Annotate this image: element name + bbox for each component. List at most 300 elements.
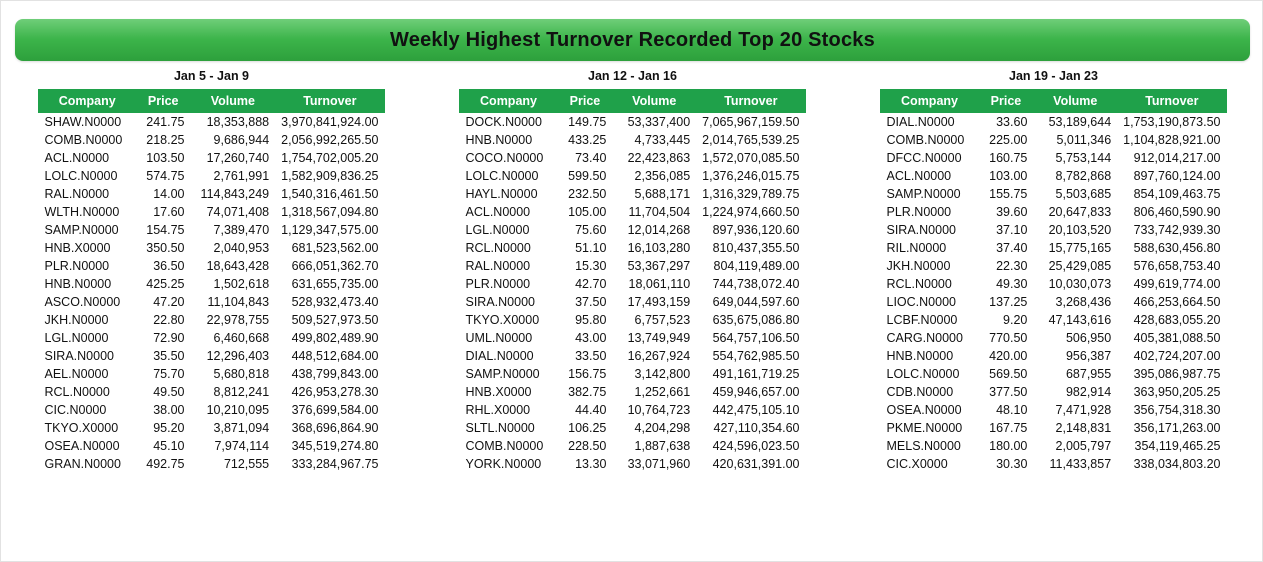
table-row	[460, 131, 806, 149]
cell-turnover: 345,519,274.80	[291, 439, 379, 453]
cell-price: 22.30	[996, 259, 1028, 273]
cell-price: 75.60	[575, 223, 607, 237]
cell-volume: 3,268,436	[1055, 295, 1112, 309]
cell-volume: 7,974,114	[214, 439, 270, 453]
cell-company: COCO.N0000	[465, 151, 544, 165]
table-row	[460, 329, 806, 347]
table-body-week-2	[460, 113, 806, 474]
cell-price: 106.25	[568, 421, 607, 435]
cell-turnover: 1,224,974,660.50	[702, 205, 800, 219]
cell-price: 42.70	[575, 277, 607, 291]
cell-company: MELS.N0000	[886, 439, 961, 453]
cell-price: 492.75	[146, 457, 185, 471]
cell-volume: 1,887,638	[634, 439, 691, 453]
cell-turnover: 448,512,684.00	[291, 349, 379, 363]
column-header-volume[interactable]: Volume	[612, 90, 696, 113]
cell-turnover: 356,754,318.30	[1133, 403, 1221, 417]
cell-price: 73.40	[575, 151, 607, 165]
cell-volume: 2,148,831	[1055, 421, 1112, 435]
cell-volume: 8,812,241	[213, 385, 270, 399]
cell-price: 569.50	[989, 367, 1028, 381]
cell-price: 75.70	[153, 367, 185, 381]
table-row	[39, 365, 385, 383]
cell-company: ACL.N0000	[886, 169, 952, 183]
cell-price: 154.75	[146, 223, 185, 237]
table-row	[460, 167, 806, 185]
table-row	[881, 275, 1227, 293]
table-row	[39, 221, 385, 239]
cell-turnover: 356,171,263.00	[1133, 421, 1221, 435]
cell-volume: 47,143,616	[1048, 313, 1112, 327]
cell-company: ASCO.N0000	[44, 295, 121, 309]
cell-company: PLR.N0000	[886, 205, 952, 219]
table-block-week-1	[1, 69, 422, 473]
cell-company: CIC.N0000	[44, 403, 107, 417]
cell-company: HAYL.N0000	[465, 187, 538, 201]
cell-turnover: 7,065,967,159.50	[702, 115, 800, 129]
cell-price: 103.00	[989, 169, 1028, 183]
cell-company: SIRA.N0000	[465, 295, 535, 309]
cell-volume: 2,761,991	[213, 169, 270, 183]
cell-turnover: 897,760,124.00	[1133, 169, 1221, 183]
cell-turnover: 427,110,354.60	[713, 421, 800, 435]
cell-turnover: 666,051,362.70	[291, 259, 379, 273]
cell-company: TKYO.X0000	[44, 421, 119, 435]
cell-turnover: 1,582,909,836.25	[281, 169, 379, 183]
cell-volume: 25,429,085	[1048, 259, 1112, 273]
cell-turnover: 744,738,072.40	[712, 277, 800, 291]
cell-company: LIOC.N0000	[886, 295, 956, 309]
cell-volume: 18,353,888	[206, 115, 270, 129]
cell-volume: 2,040,953	[213, 241, 270, 255]
column-header-volume[interactable]: Volume	[1033, 90, 1117, 113]
cell-volume: 20,647,833	[1048, 205, 1112, 219]
cell-price: 160.75	[989, 151, 1028, 165]
cell-company: AEL.N0000	[44, 367, 109, 381]
cell-company: RHL.X0000	[465, 403, 531, 417]
cell-company: SAMP.N0000	[44, 223, 119, 237]
table-row	[460, 221, 806, 239]
cell-volume: 956,387	[1065, 349, 1112, 363]
table-row	[39, 455, 385, 473]
cell-volume: 12,296,403	[206, 349, 270, 363]
column-header-turnover[interactable]: Turnover	[1117, 90, 1226, 113]
table-row	[39, 275, 385, 293]
cell-turnover: 428,683,055.20	[1133, 313, 1221, 327]
cell-company: COMB.N0000	[886, 133, 965, 147]
table-body-week-3	[881, 113, 1227, 474]
stock-table-week-2	[459, 89, 806, 473]
cell-turnover: 338,034,803.20	[1133, 457, 1221, 471]
cell-volume: 10,210,095	[206, 403, 270, 417]
cell-price: 156.75	[568, 367, 607, 381]
cell-volume: 11,704,504	[628, 205, 691, 219]
table-row	[881, 239, 1227, 257]
cell-turnover: 649,044,597.60	[712, 295, 800, 309]
cell-price: 770.50	[989, 331, 1028, 345]
cell-company: PLR.N0000	[44, 259, 110, 273]
cell-price: 30.30	[996, 457, 1028, 471]
table-row	[460, 275, 806, 293]
cell-company: HNB.N0000	[44, 277, 112, 291]
cell-company: JKH.N0000	[886, 259, 951, 273]
cell-company: DFCC.N0000	[886, 151, 962, 165]
cell-company: LCBF.N0000	[886, 313, 958, 327]
cell-volume: 17,493,159	[627, 295, 691, 309]
cell-company: SHAW.N0000	[44, 115, 122, 129]
cell-volume: 18,643,428	[206, 259, 270, 273]
cell-turnover: 426,953,278.30	[291, 385, 379, 399]
cell-price: 35.50	[153, 349, 185, 363]
table-title-week-1: Jan 5 - Jan 9	[173, 69, 250, 83]
table-row	[460, 113, 806, 132]
cell-company: DOCK.N0000	[465, 115, 542, 129]
cell-price: 232.50	[568, 187, 607, 201]
cell-volume: 1,502,618	[213, 277, 270, 291]
cell-turnover: 405,381,088.50	[1133, 331, 1221, 345]
cell-company: LOLC.N0000	[886, 367, 960, 381]
cell-price: 149.75	[568, 115, 607, 129]
column-header-company[interactable]: Company	[39, 90, 136, 113]
page-title: Weekly Highest Turnover Recorded Top 20 Stocks	[390, 28, 875, 51]
cell-price: 72.90	[153, 331, 185, 345]
cell-price: 17.60	[153, 205, 185, 219]
cell-turnover: 424,596,023.50	[712, 439, 800, 453]
cell-company: DIAL.N0000	[465, 349, 534, 363]
cell-turnover: 528,932,473.40	[291, 295, 379, 309]
column-header-turnover[interactable]: Turnover	[696, 90, 805, 113]
cell-company: ACL.N0000	[44, 151, 110, 165]
table-row	[39, 329, 385, 347]
cell-volume: 7,389,470	[213, 223, 270, 237]
cell-company: RCL.N0000	[886, 277, 952, 291]
table-title-week-3: Jan 19 - Jan 23	[1009, 69, 1098, 83]
cell-price: 155.75	[989, 187, 1028, 201]
table-block-week-3	[843, 69, 1263, 473]
cell-company: RCL.N0000	[44, 385, 110, 399]
table-row	[39, 203, 385, 221]
table-row	[881, 347, 1227, 365]
tables-container	[1, 69, 1263, 473]
cell-price: 433.25	[568, 133, 607, 147]
cell-price: 36.50	[153, 259, 185, 273]
cell-price: 15.30	[575, 259, 607, 273]
column-header-price[interactable]: Price	[136, 90, 191, 113]
cell-turnover: 499,619,774.00	[1133, 277, 1221, 291]
cell-price: 228.50	[568, 439, 607, 453]
cell-volume: 2,005,797	[1055, 439, 1112, 453]
cell-company: DIAL.N0000	[886, 115, 955, 129]
column-header-company[interactable]: Company	[460, 90, 558, 113]
cell-volume: 5,688,171	[634, 187, 691, 201]
cell-turnover: 395,086,987.75	[1133, 367, 1221, 381]
cell-company: YORK.N0000	[465, 457, 542, 471]
cell-price: 13.30	[575, 457, 607, 471]
cell-price: 103.50	[146, 151, 185, 165]
cell-price: 43.00	[575, 331, 607, 345]
cell-company: ACL.N0000	[465, 205, 531, 219]
cell-turnover: 635,675,086.80	[712, 313, 800, 327]
cell-volume: 4,733,445	[634, 133, 691, 147]
cell-volume: 1,252,661	[634, 385, 691, 399]
cell-company: LOLC.N0000	[465, 169, 539, 183]
cell-company: UML.N0000	[465, 331, 533, 345]
cell-turnover: 1,753,190,873.50	[1123, 115, 1221, 129]
cell-price: 574.75	[146, 169, 185, 183]
table-row	[881, 167, 1227, 185]
cell-price: 599.50	[568, 169, 607, 183]
cell-turnover: 1,318,567,094.80	[281, 205, 379, 219]
cell-company: RAL.N0000	[465, 259, 531, 273]
cell-turnover: 681,523,562.00	[291, 241, 379, 255]
cell-volume: 20,103,520	[1048, 223, 1112, 237]
table-header-week-3	[881, 90, 1227, 113]
table-row	[460, 203, 806, 221]
table-row	[881, 203, 1227, 221]
cell-volume: 3,142,800	[634, 367, 691, 381]
cell-company: PLR.N0000	[465, 277, 531, 291]
table-row	[460, 293, 806, 311]
cell-turnover: 554,762,985.50	[712, 349, 800, 363]
cell-turnover: 576,658,753.40	[1133, 259, 1221, 273]
cell-volume: 10,764,723	[627, 403, 691, 417]
cell-company: CIC.X0000	[886, 457, 948, 471]
table-header-week-1	[39, 90, 385, 113]
column-header-price[interactable]: Price	[979, 90, 1034, 113]
cell-volume: 15,775,165	[1048, 241, 1112, 255]
cell-price: 14.00	[153, 187, 185, 201]
cell-turnover: 912,014,217.00	[1133, 151, 1221, 165]
cell-volume: 53,367,297	[627, 259, 691, 273]
cell-price: 105.00	[568, 205, 607, 219]
cell-price: 51.10	[575, 241, 607, 255]
table-row	[39, 419, 385, 437]
cell-company: GRAN.N0000	[44, 457, 121, 471]
cell-price: 95.20	[153, 421, 185, 435]
table-row	[881, 149, 1227, 167]
table-row	[881, 383, 1227, 401]
cell-price: 377.50	[989, 385, 1028, 399]
cell-price: 44.40	[575, 403, 607, 417]
cell-company: OSEA.N0000	[886, 403, 962, 417]
cell-company: RAL.N0000	[44, 187, 110, 201]
table-row	[460, 365, 806, 383]
stock-table-week-3	[880, 89, 1227, 473]
cell-company: HNB.N0000	[465, 133, 533, 147]
cell-price: 167.75	[989, 421, 1028, 435]
table-row	[460, 437, 806, 455]
cell-company: WLTH.N0000	[44, 205, 120, 219]
table-row	[460, 239, 806, 257]
cell-turnover: 806,460,590.90	[1133, 205, 1221, 219]
table-row	[881, 329, 1227, 347]
cell-company: SAMP.N0000	[886, 187, 961, 201]
cell-volume: 53,337,400	[627, 115, 691, 129]
cell-price: 45.10	[153, 439, 185, 453]
cell-volume: 33,071,960	[627, 457, 691, 471]
table-row	[881, 437, 1227, 455]
cell-price: 39.60	[996, 205, 1028, 219]
cell-company: RIL.N0000	[886, 241, 947, 255]
cell-price: 137.25	[989, 295, 1028, 309]
cell-turnover: 420,631,391.00	[712, 457, 800, 471]
cell-turnover: 1,540,316,461.50	[281, 187, 379, 201]
cell-volume: 506,950	[1065, 331, 1112, 345]
cell-price: 33.50	[575, 349, 607, 363]
cell-company: COMB.N0000	[44, 133, 123, 147]
cell-turnover: 376,699,584.00	[291, 403, 379, 417]
cell-volume: 16,267,924	[627, 349, 691, 363]
cell-volume: 74,071,408	[206, 205, 270, 219]
table-row	[881, 257, 1227, 275]
table-header-row	[881, 90, 1227, 113]
cell-volume: 11,433,857	[1049, 457, 1112, 471]
cell-volume: 11,104,843	[207, 295, 270, 309]
cell-turnover: 509,527,973.50	[291, 313, 379, 327]
table-row	[881, 221, 1227, 239]
table-title-week-2: Jan 12 - Jan 16	[588, 69, 677, 83]
table-row	[460, 347, 806, 365]
column-header-price[interactable]: Price	[558, 90, 613, 113]
cell-price: 37.40	[996, 241, 1028, 255]
table-row	[881, 455, 1227, 473]
cell-turnover: 810,437,355.50	[712, 241, 800, 255]
cell-turnover: 438,799,843.00	[291, 367, 379, 381]
cell-company: JKH.N0000	[44, 313, 109, 327]
cell-turnover: 1,376,246,015.75	[702, 169, 800, 183]
cell-company: COMB.N0000	[465, 439, 544, 453]
table-row	[460, 257, 806, 275]
cell-price: 180.00	[989, 439, 1028, 453]
table-header-row	[39, 90, 385, 113]
cell-price: 9.20	[1003, 313, 1028, 327]
cell-turnover: 3,970,841,924.00	[281, 115, 379, 129]
cell-volume: 53,189,644	[1048, 115, 1112, 129]
table-row	[881, 419, 1227, 437]
column-header-company[interactable]: Company	[881, 90, 979, 113]
cell-turnover: 564,757,106.50	[712, 331, 800, 345]
cell-volume: 18,061,110	[628, 277, 691, 291]
cell-turnover: 854,109,463.75	[1133, 187, 1221, 201]
cell-turnover: 499,802,489.90	[291, 331, 379, 345]
cell-company: SAMP.N0000	[465, 367, 540, 381]
cell-price: 225.00	[989, 133, 1028, 147]
table-header-row	[460, 90, 806, 113]
cell-volume: 9,686,944	[213, 133, 270, 147]
cell-turnover: 1,104,828,921.00	[1123, 133, 1221, 147]
cell-turnover: 354,119,465.25	[1134, 439, 1221, 453]
cell-volume: 22,423,863	[627, 151, 691, 165]
cell-price: 425.25	[146, 277, 185, 291]
cell-volume: 712,555	[223, 457, 270, 471]
cell-turnover: 402,724,207.00	[1133, 349, 1221, 363]
cell-company: HNB.X0000	[44, 241, 111, 255]
cell-volume: 22,978,755	[206, 313, 270, 327]
cell-turnover: 733,742,939.30	[1133, 223, 1221, 237]
cell-volume: 12,014,268	[627, 223, 691, 237]
cell-turnover: 1,572,070,085.50	[702, 151, 800, 165]
table-row	[460, 149, 806, 167]
cell-volume: 687,955	[1065, 367, 1112, 381]
table-row	[881, 311, 1227, 329]
cell-company: PKME.N0000	[886, 421, 963, 435]
cell-volume: 13,749,949	[627, 331, 691, 345]
stock-table-week-1	[38, 89, 385, 473]
table-row	[881, 401, 1227, 419]
table-row	[39, 347, 385, 365]
cell-price: 37.50	[575, 295, 607, 309]
cell-turnover: 588,630,456.80	[1133, 241, 1221, 255]
table-row	[39, 437, 385, 455]
cell-turnover: 1,754,702,005.20	[281, 151, 379, 165]
cell-price: 49.50	[153, 385, 185, 399]
cell-company: LGL.N0000	[44, 331, 109, 345]
cell-price: 38.00	[153, 403, 185, 417]
cell-volume: 6,757,523	[634, 313, 691, 327]
table-body-week-1	[39, 113, 385, 474]
table-header-week-2	[460, 90, 806, 113]
table-row	[460, 185, 806, 203]
table-row	[39, 383, 385, 401]
cell-turnover: 442,475,105.10	[712, 403, 800, 417]
cell-company: HNB.N0000	[886, 349, 954, 363]
cell-company: HNB.X0000	[465, 385, 532, 399]
cell-turnover: 333,284,967.75	[291, 457, 379, 471]
table-row	[39, 149, 385, 167]
cell-volume: 5,753,144	[1055, 151, 1112, 165]
table-row	[39, 311, 385, 329]
table-row	[460, 455, 806, 473]
cell-price: 95.80	[575, 313, 607, 327]
cell-turnover: 363,950,205.25	[1133, 385, 1221, 399]
cell-company: SLTL.N0000	[465, 421, 535, 435]
cell-volume: 16,103,280	[627, 241, 691, 255]
table-row	[39, 257, 385, 275]
cell-volume: 10,030,073	[1048, 277, 1112, 291]
cell-price: 218.25	[146, 133, 185, 147]
cell-company: RCL.N0000	[465, 241, 531, 255]
cell-turnover: 368,696,864.90	[291, 421, 379, 435]
table-row	[460, 419, 806, 437]
table-row	[460, 401, 806, 419]
cell-price: 22.80	[153, 313, 185, 327]
cell-company: LGL.N0000	[465, 223, 530, 237]
table-row	[39, 131, 385, 149]
cell-volume: 6,460,668	[213, 331, 270, 345]
column-header-turnover[interactable]: Turnover	[275, 90, 384, 113]
cell-turnover: 466,253,664.50	[1133, 295, 1221, 309]
cell-volume: 5,011,346	[1056, 133, 1112, 147]
cell-turnover: 459,946,657.00	[712, 385, 800, 399]
cell-turnover: 897,936,120.60	[712, 223, 800, 237]
cell-price: 241.75	[146, 115, 185, 129]
table-row	[39, 185, 385, 203]
cell-price: 48.10	[996, 403, 1028, 417]
cell-price: 47.20	[153, 295, 185, 309]
table-row	[39, 113, 385, 132]
cell-turnover: 2,056,992,265.50	[281, 133, 379, 147]
cell-turnover: 1,129,347,575.00	[281, 223, 379, 237]
cell-company: SIRA.N0000	[44, 349, 114, 363]
cell-turnover: 804,119,489.00	[713, 259, 800, 273]
cell-turnover: 491,161,719.25	[712, 367, 800, 381]
cell-volume: 5,503,685	[1055, 187, 1112, 201]
cell-company: OSEA.N0000	[44, 439, 120, 453]
table-block-week-2	[422, 69, 843, 473]
cell-volume: 5,680,818	[213, 367, 270, 381]
column-header-volume[interactable]: Volume	[191, 90, 276, 113]
cell-company: TKYO.X0000	[465, 313, 540, 327]
